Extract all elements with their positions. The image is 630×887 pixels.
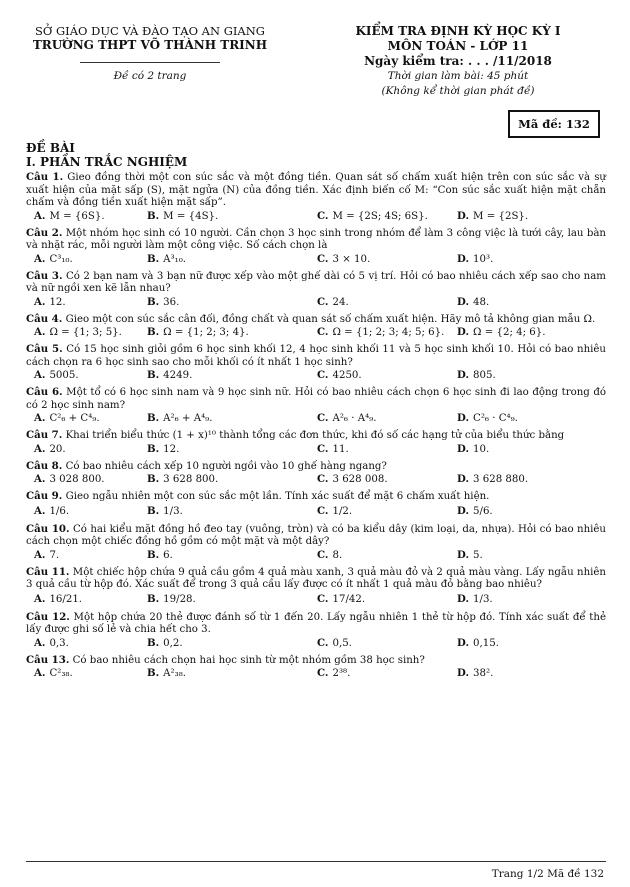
option-b: B. A²₆ + A⁴₉. bbox=[147, 412, 213, 424]
question-1 bbox=[26, 171, 606, 223]
question-text: Một nhóm học sinh có 10 người. Cần chọn 3 học sinh trong nhóm để làm 3 công việc là tưới cây, lau bàn và nhặt rác, mỗi người làm một công việc. Số cách chọn là bbox=[26, 227, 606, 251]
section-title: ĐỀ BÀI bbox=[26, 141, 75, 155]
option-a: A. 1/6. bbox=[34, 504, 70, 517]
option-c: C. 4250. bbox=[317, 369, 362, 381]
option-d: D. 0,15. bbox=[457, 636, 499, 649]
question-label: Câu 12. bbox=[26, 610, 70, 623]
option-d: D. 5/6. bbox=[457, 504, 493, 517]
option-d: D. M = {2S}. bbox=[457, 209, 529, 222]
exam-title: KIỂM TRA ĐỊNH KỲ HỌC KỲ I bbox=[355, 24, 561, 38]
question-5 bbox=[26, 343, 606, 382]
question-label: Câu 9. bbox=[26, 490, 63, 502]
option-a: A. C²₃₈. bbox=[34, 667, 73, 679]
option-d: D. Ω = {2; 4; 6}. bbox=[457, 326, 546, 338]
question-text: Có 2 bạn nam và 3 bạn nữ được xếp vào một ghế dài có 5 vị trí. Hỏi có bao nhiêu cách xếp sao cho nam và nữ ngồi xen kẽ lẫn nhau? bbox=[26, 270, 606, 294]
question-12 bbox=[26, 611, 606, 650]
question-text: Một hộp chứa 20 thẻ được đánh số từ 1 đến 20. Lấy ngẫu nhiên 1 thẻ từ hộp đó. Tính xác suất để thẻ lấy được ghi số lẻ và chia hết cho 3. bbox=[26, 611, 606, 635]
option-a: A. C³₁₀. bbox=[34, 252, 73, 265]
option-a: A. 16/21. bbox=[34, 592, 83, 605]
question-text: Có bao nhiêu cách xếp 10 người ngồi vào 10 ghế hàng ngang? bbox=[65, 460, 387, 472]
exam-header bbox=[300, 24, 616, 99]
page-footer: Trang 1/2 Mã đề 132 bbox=[491, 868, 604, 880]
question-label: Câu 5. bbox=[26, 343, 63, 355]
footer-divider bbox=[26, 861, 606, 862]
option-a: A. 0,3. bbox=[34, 636, 69, 649]
option-c: C. 3 628 008. bbox=[317, 473, 388, 485]
exam-code-box: Mã đề: 132 bbox=[508, 110, 600, 138]
option-a: A. C²₆ + C⁴₉. bbox=[34, 412, 100, 424]
option-b: B. 36. bbox=[147, 295, 180, 308]
option-b: B. A²₃₈. bbox=[147, 667, 187, 679]
part-title: I. PHẦN TRẮC NGHIỆM bbox=[26, 155, 188, 169]
option-d: D. 805. bbox=[457, 369, 496, 381]
question-label: Câu 13. bbox=[26, 653, 70, 666]
question-text: Gieo một con súc sắc cân đối, đồng chất và quan sát số chấm xuất hiện. Hãy mô tả không gian mẫu Ω. bbox=[65, 313, 596, 325]
option-d: D. C²₆ · C⁴₉. bbox=[457, 412, 518, 424]
option-b: B. 0,2. bbox=[147, 636, 183, 649]
option-d: D. 10³. bbox=[457, 252, 494, 265]
question-text: Có bao nhiêu cách chọn hai học sinh từ một nhóm gồm 38 học sinh? bbox=[72, 654, 425, 666]
option-b: B. M = {4S}. bbox=[147, 209, 219, 222]
question-label: Câu 11. bbox=[26, 565, 70, 578]
option-b: B. 3 628 800. bbox=[147, 473, 219, 485]
option-c: C. 24. bbox=[317, 295, 349, 308]
option-c: C. 0,5. bbox=[317, 636, 352, 649]
question-label: Câu 2. bbox=[26, 226, 63, 239]
question-label: Câu 8. bbox=[26, 459, 63, 472]
school-header bbox=[14, 24, 286, 84]
question-9 bbox=[26, 490, 606, 519]
question-13 bbox=[26, 654, 606, 681]
question-text: Gieo ngẫu nhiên một con súc sắc một lần. Tính xác suất để mặt 6 chấm xuất hiện. bbox=[65, 491, 490, 502]
exam-duration-note: (Không kể thời gian phát đề) bbox=[381, 85, 535, 97]
question-label: Câu 4. bbox=[26, 312, 63, 325]
question-label: Câu 10. bbox=[26, 522, 70, 535]
option-c: C. 2³⁸. bbox=[317, 667, 351, 679]
option-a: A. M = {6S}. bbox=[34, 209, 105, 222]
option-c: C. 3 × 10. bbox=[317, 252, 371, 265]
question-text: Một chiếc hộp chứa 9 quả cầu gồm 4 quả màu xanh, 3 quả màu đỏ và 2 quả màu vàng. Lấy ngẫu nhiên 3 quả cầu từ hộp đó. Xác suất để trong 3 quả cầu lấy được có ít nhất 1 quả màu đỏ bằng bao nhiêu? bbox=[26, 566, 606, 590]
question-3 bbox=[26, 270, 606, 309]
question-4 bbox=[26, 313, 606, 340]
question-8 bbox=[26, 460, 606, 487]
option-b: B. Ω = {1; 2; 3; 4}. bbox=[147, 326, 249, 338]
exam-subject: MÔN TOÁN - LỚP 11 bbox=[387, 39, 529, 53]
exam-date: Ngày kiểm tra: . . . /11/2018 bbox=[364, 54, 552, 68]
option-d: D. 1/3. bbox=[457, 592, 493, 605]
option-b: B. 4249. bbox=[147, 369, 193, 381]
exam-duration: Thời gian làm bài: 45 phút bbox=[387, 70, 529, 82]
option-a: A. 12. bbox=[34, 295, 66, 308]
option-c: C. 1/2. bbox=[317, 504, 353, 517]
option-b: B. 1/3. bbox=[147, 504, 183, 517]
question-2 bbox=[26, 227, 606, 266]
department-name: SỞ GIÁO DỤC VÀ ĐÀO TẠO AN GIANG bbox=[35, 24, 265, 38]
option-a: A. Ω = {1; 3; 5}. bbox=[34, 326, 122, 338]
school-name: TRƯỜNG THPT VÕ THÀNH TRINH bbox=[32, 38, 268, 52]
question-text: Có 15 học sinh giỏi gồm 6 học sinh khối 12, 4 học sinh khối 11 và 5 học sinh khối 10. Hỏi có bao nhiêu cách chọn ra 6 học sinh sao cho mỗi khối có ít nhất 1 học sinh? bbox=[26, 344, 606, 368]
question-label: Câu 1. bbox=[26, 171, 64, 183]
option-d: D. 5. bbox=[457, 548, 483, 561]
page-count-note: Đề có 2 trang bbox=[113, 70, 187, 82]
question-6 bbox=[26, 386, 606, 425]
question-list bbox=[26, 171, 606, 684]
option-b: B. 19/28. bbox=[147, 592, 196, 605]
option-c: C. A²₆ · A⁴₉. bbox=[317, 412, 377, 424]
question-7 bbox=[26, 429, 606, 456]
question-11 bbox=[26, 566, 606, 607]
option-a: A. 5005. bbox=[34, 369, 79, 381]
option-c: C. M = {2S; 4S; 6S}. bbox=[317, 209, 428, 222]
question-text: Gieo đồng thời một con súc sắc và một đồng tiền. Quan sát số chấm xuất hiện trên con súc sắc và sự xuất hiện của mặt sấp (S), mặt ngửa (N) của đồng tiền. Xác định biến cố M: “Con súc sắc xuất hiện mặt chẵn chấm và đồng tiền xuất hiện mặt sấp”. bbox=[26, 172, 606, 208]
option-d: D. 3 628 880. bbox=[457, 473, 529, 485]
option-a: A. 20. bbox=[34, 442, 66, 455]
option-c: C. 17/42. bbox=[317, 592, 366, 605]
question-text: Có hai kiểu mặt đồng hồ đeo tay (vuông, tròn) và có ba kiểu dây (kim loại, da, nhựa). Hỏi có bao nhiêu cách chọn một chiếc đồng hồ gồm có một mặt và một dây? bbox=[26, 523, 606, 547]
option-a: A. 7. bbox=[34, 548, 60, 561]
question-text: Khai triển biểu thức (1 + x)¹⁰ thành tổng các đơn thức, khi đó số các hạng tử của biểu thức bằng bbox=[65, 430, 565, 441]
question-label: Câu 7. bbox=[26, 429, 63, 441]
option-b: B. A³₁₀. bbox=[147, 252, 187, 265]
question-label: Câu 3. bbox=[26, 269, 63, 282]
option-a: A. 3 028 800. bbox=[34, 473, 105, 485]
option-b: B. 12. bbox=[147, 442, 180, 455]
option-b: B. 6. bbox=[147, 548, 173, 561]
option-d: D. 38². bbox=[457, 667, 494, 679]
option-d: D. 48. bbox=[457, 295, 490, 308]
question-text: Một tổ có 6 học sinh nam và 9 học sinh nữ. Hỏi có bao nhiêu cách chọn 6 học sinh đi lao động trong đó có 2 học sinh nam? bbox=[26, 387, 606, 411]
option-c: C. Ω = {1; 2; 3; 4; 5; 6}. bbox=[317, 326, 445, 338]
option-c: C. 11. bbox=[317, 442, 349, 455]
question-label: Câu 6. bbox=[26, 386, 63, 398]
option-c: C. 8. bbox=[317, 548, 343, 561]
option-d: D. 10. bbox=[457, 442, 490, 455]
header-divider bbox=[80, 62, 220, 63]
question-10 bbox=[26, 523, 606, 562]
